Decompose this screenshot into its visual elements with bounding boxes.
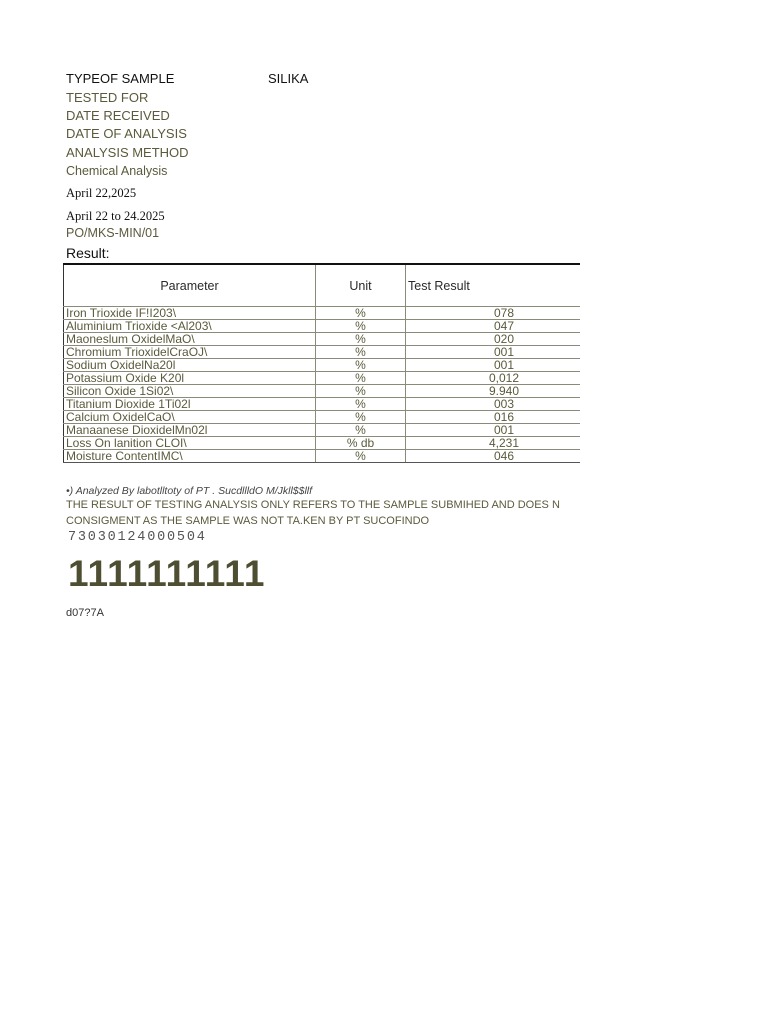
result-cell: 020 bbox=[406, 333, 581, 346]
unit-cell: % db bbox=[316, 437, 406, 450]
column-header-parameter: Parameter bbox=[64, 264, 316, 307]
parameter-cell: Sodium OxidelNa20l bbox=[64, 359, 316, 372]
results-table-body bbox=[64, 307, 581, 463]
table-row bbox=[64, 437, 581, 450]
type-of-sample-label: TYPEOF SAMPLE bbox=[66, 71, 175, 86]
parameter-cell: Aluminium Trioxide <Al203\ bbox=[64, 320, 316, 333]
parameter-cell: Loss On lanition CLOI\ bbox=[64, 437, 316, 450]
table-row bbox=[64, 359, 581, 372]
unit-cell: % bbox=[316, 320, 406, 333]
disclaimer-line-2: CONSIGMENT AS THE SAMPLE WAS NOT TA.KEN BY PT SUCOFINDO bbox=[66, 515, 430, 527]
date-received-label: DATE RECEIVED bbox=[66, 108, 170, 123]
unit-cell: % bbox=[316, 346, 406, 359]
table-row bbox=[64, 385, 581, 398]
analysis-method-label: ANALYSIS METHOD bbox=[66, 145, 189, 160]
parameter-cell: Maoneslum OxidelMaO\ bbox=[64, 333, 316, 346]
analysis-method-value: PO/MKS-MIN/01 bbox=[66, 226, 160, 240]
unit-cell: % bbox=[316, 424, 406, 437]
result-cell: 016 bbox=[406, 411, 581, 424]
table-row bbox=[64, 307, 581, 320]
parameter-cell: Chromium TrioxidelCraOJ\ bbox=[64, 346, 316, 359]
table-row bbox=[64, 411, 581, 424]
tested-for-label: TESTED FOR bbox=[66, 90, 149, 105]
result-cell: 001 bbox=[406, 359, 581, 372]
table-row bbox=[64, 333, 581, 346]
result-cell: 9.940 bbox=[406, 385, 581, 398]
parameter-cell: Iron Trioxide IF!I203\ bbox=[64, 307, 316, 320]
analyzed-by-note: •) Analyzed By labotlltoty of PT . SucdllldO M/Jkll$$llf bbox=[66, 485, 313, 497]
result-cell: 078 bbox=[406, 307, 581, 320]
parameter-cell: Calcium OxidelCaO\ bbox=[64, 411, 316, 424]
table-row bbox=[64, 346, 581, 359]
date-of-analysis-value: April 22 to 24.2025 bbox=[66, 209, 165, 223]
result-cell: 047 bbox=[406, 320, 581, 333]
table-row bbox=[64, 398, 581, 411]
result-cell: 4,231 bbox=[406, 437, 581, 450]
table-row bbox=[64, 372, 581, 385]
unit-cell: % bbox=[316, 307, 406, 320]
date-of-analysis-label: DATE OF ANALYSIS bbox=[66, 126, 187, 141]
document-code-number: 73030124000504 bbox=[68, 530, 207, 545]
result-cell: 003 bbox=[406, 398, 581, 411]
column-header-unit: Unit bbox=[316, 264, 406, 307]
result-cell: 001 bbox=[406, 424, 581, 437]
date-received-value: April 22,2025 bbox=[66, 186, 137, 200]
parameter-cell: Manaanese DioxidelMn02l bbox=[64, 424, 316, 437]
type-of-sample-value: SILIKA bbox=[268, 71, 309, 86]
parameter-cell: Silicon Oxide 1Si02\ bbox=[64, 385, 316, 398]
unit-cell: % bbox=[316, 372, 406, 385]
table-row bbox=[64, 450, 581, 463]
parameter-cell: Moisture ContentIMC\ bbox=[64, 450, 316, 463]
parameter-cell: Potassium Oxide K20l bbox=[64, 372, 316, 385]
tested-for-value: Chemical Analysis bbox=[66, 164, 168, 178]
table-header-row bbox=[64, 264, 581, 307]
unit-cell: % bbox=[316, 411, 406, 424]
unit-cell: % bbox=[316, 359, 406, 372]
table-row bbox=[64, 424, 581, 437]
footer-code: d07?7A bbox=[66, 607, 104, 619]
results-table bbox=[63, 263, 580, 463]
parameter-cell: Titanium Dioxide 1Ti02l bbox=[64, 398, 316, 411]
unit-cell: % bbox=[316, 385, 406, 398]
results-table-container bbox=[63, 263, 580, 484]
unit-cell: % bbox=[316, 450, 406, 463]
table-row bbox=[64, 320, 581, 333]
result-heading: Result: bbox=[66, 245, 110, 261]
disclaimer-line-1: THE RESULT OF TESTING ANALYSIS ONLY REFERS TO THE SAMPLE SUBMIHED AND DOES N bbox=[66, 499, 560, 511]
result-cell: 0,012 bbox=[406, 372, 581, 385]
result-cell: 046 bbox=[406, 450, 581, 463]
column-header-test-result: Test Result bbox=[406, 264, 581, 307]
large-number: 1111111111 bbox=[68, 553, 266, 594]
unit-cell: % bbox=[316, 398, 406, 411]
result-cell: 001 bbox=[406, 346, 581, 359]
unit-cell: % bbox=[316, 333, 406, 346]
